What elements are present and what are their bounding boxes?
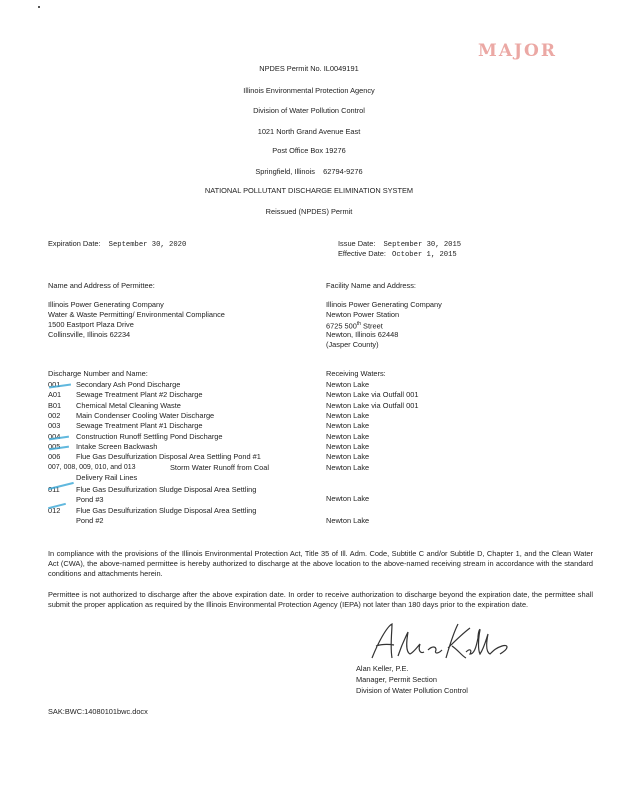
discharge-row <box>48 401 318 411</box>
discharge-number: 001 <box>48 380 61 389</box>
reissued-title: Reissued (NPDES) Permit <box>265 207 353 216</box>
discharge-row <box>48 432 318 442</box>
facility-line-2: Newton Power Station <box>326 310 400 319</box>
discharge-number: 012 <box>48 506 61 515</box>
issue-value: September 30, 2015 <box>383 241 462 249</box>
discharge-row <box>48 442 318 452</box>
discharge-number: 004 <box>48 432 61 441</box>
facility-street-name: Street <box>361 321 383 331</box>
permittee-line-1: Illinois Power Generating Company <box>48 300 164 309</box>
file-reference: SAK:BWC:14080101bwc.docx <box>48 707 148 716</box>
discharge-name: Secondary Ash Pond Discharge <box>76 380 181 389</box>
facility-line-4: Newton, Illinois 62448 <box>326 330 399 339</box>
signature-image <box>362 618 512 670</box>
corner-tick <box>38 6 40 8</box>
discharge-row <box>48 380 318 390</box>
facility-line-1: Illinois Power Generating Company <box>326 300 442 309</box>
discharge-name-cont: Pond #3 <box>76 495 104 504</box>
signer-title: Manager, Permit Section <box>356 675 437 684</box>
major-stamp: MAJOR <box>478 41 557 61</box>
storm-water-numbers: 007, 008, 009, 010, and 013 <box>48 464 136 471</box>
discharge-number: 002 <box>48 411 61 420</box>
discharge-name: Main Condenser Cooling Water Discharge <box>76 411 215 420</box>
discharge-name-cont: Pond #2 <box>76 516 104 525</box>
agency-city: Springfield, Illinois 62794-9276 <box>255 167 363 176</box>
discharge-row <box>48 411 318 421</box>
receiving-water: Newton Lake <box>326 452 370 461</box>
compliance-paragraph: In compliance with the provisions of the Illinois Environmental Protection Act, Title 35 of Ill. Adm. Code, Subtitle C and/or Subtitle D, Chapter 1, and the Clean Water Act (CWA), the above-named permittee is hereby authorized to discharge at the above location to the above-named receiving stream in accordance with the standard conditions and attachments herein. <box>48 549 593 578</box>
storm-water-name: Storm Water Runoff from Coal <box>170 463 269 472</box>
receiving-water: Newton Lake via Outfall 001 <box>326 390 419 399</box>
facility-line-3 <box>326 320 383 330</box>
receiving-water: Newton Lake <box>326 411 370 420</box>
storm-water-name-cont: Delivery Rail Lines <box>76 473 138 482</box>
expiration-label: Expiration Date: <box>48 239 101 248</box>
expiration-date <box>48 239 186 250</box>
discharge-name: Sewage Treatment Plant #2 Discharge <box>76 390 203 399</box>
discharge-row <box>48 421 318 431</box>
discharge-name: Construction Runoff Settling Pond Discharge <box>76 432 223 441</box>
discharge-row <box>48 390 318 400</box>
facility-street-number: 6725 500 <box>326 321 357 331</box>
discharge-name: Chemical Metal Cleaning Waste <box>76 401 181 410</box>
permittee-line-3: 1500 Eastport Plaza Drive <box>48 320 134 329</box>
effective-date <box>338 249 457 260</box>
facility-street-suffix: th <box>356 321 361 327</box>
discharge-name: Sewage Treatment Plant #1 Discharge <box>76 421 203 430</box>
discharge-name: Intake Screen Backwash <box>76 442 158 451</box>
issue-label: Issue Date: <box>338 239 376 248</box>
receiving-water: Newton Lake <box>326 432 370 441</box>
discharge-name: Flue Gas Desulfurization Disposal Area Settling Pond #1 <box>76 452 261 461</box>
discharge-number: 005 <box>48 442 61 451</box>
discharge-number: 011 <box>48 485 60 494</box>
discharge-label: Discharge Number and Name: <box>48 369 148 378</box>
discharge-number: 003 <box>48 421 61 430</box>
discharge-number: B01 <box>48 401 62 410</box>
discharge-row <box>48 452 318 462</box>
receiving-water: Newton Lake <box>326 516 370 525</box>
permittee-label: Name and Address of Permittee: <box>48 281 155 290</box>
discharge-name: Flue Gas Desulfurization Sludge Disposal Area Settling <box>76 506 257 515</box>
system-title: NATIONAL POLLUTANT DISCHARGE ELIMINATION SYSTEM <box>204 186 414 195</box>
receiving-water: Newton Lake <box>326 494 370 503</box>
receiving-water: Newton Lake <box>326 463 370 472</box>
receiving-water: Newton Lake <box>326 421 370 430</box>
agency-name: Illinois Environmental Protection Agency <box>243 86 375 95</box>
facility-line-5: (Jasper County) <box>326 340 379 349</box>
signer-division: Division of Water Pollution Control <box>356 686 468 695</box>
receiving-waters-label: Receiving Waters: <box>326 369 386 378</box>
permittee-line-4: Collinsville, Illinois 62234 <box>48 330 131 339</box>
expiration-value: September 30, 2020 <box>108 241 187 249</box>
discharge-number: A01 <box>48 390 62 399</box>
effective-value: October 1, 2015 <box>392 251 457 259</box>
division-name: Division of Water Pollution Control <box>253 106 365 115</box>
receiving-water: Newton Lake via Outfall 001 <box>326 401 419 410</box>
agency-address-1: 1021 North Grand Avenue East <box>257 127 361 136</box>
facility-label: Facility Name and Address: <box>326 281 416 290</box>
agency-address-2: Post Office Box 19276 <box>272 146 346 155</box>
discharge-name: Flue Gas Desulfurization Sludge Disposal Area Settling <box>76 485 257 494</box>
receiving-water: Newton Lake <box>326 442 370 451</box>
discharge-number: 006 <box>48 452 61 461</box>
effective-label: Effective Date: <box>338 249 386 258</box>
signer-name: Alan Keller, P.E. <box>356 664 409 673</box>
expiration-paragraph: Permittee is not authorized to discharge after the above expiration date. In order to receive authorization to discharge beyond the expiration date, the permittee shall submit the proper application as required by the Illinois Environmental Protection Agency (IEPA) not later than 180 days prior to the expiration date. <box>48 590 593 609</box>
pen-check-mark <box>48 482 74 490</box>
receiving-water: Newton Lake <box>326 380 370 389</box>
permit-number: NPDES Permit No. IL0049191 <box>259 64 359 73</box>
permittee-line-2: Water & Waste Permitting/ Environmental Compliance <box>48 310 225 319</box>
